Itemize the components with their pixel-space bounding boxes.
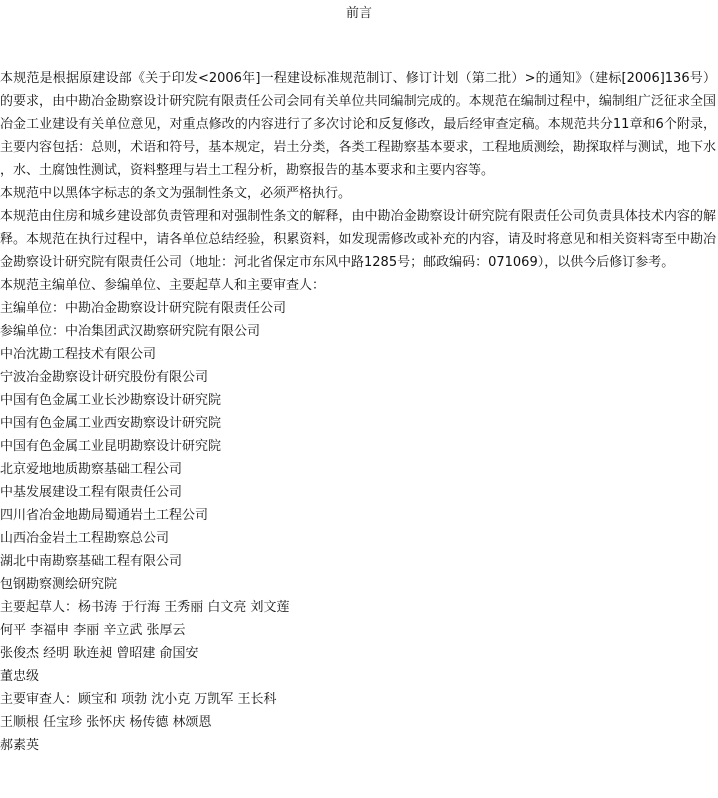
main-reviewers: 主要审查人：顾宝和 项勃 沈小克 万凯军 王长科	[0, 692, 277, 707]
participating-unit: 宁波冶金勘察设计研究股份有限公司	[0, 370, 209, 385]
participating-unit: 中国有色金属工业长沙勘察设计研究院	[0, 393, 222, 408]
main-reviewers: 王顺根 任宝珍 张怀庆 杨传德 林颂恩	[0, 715, 212, 730]
participating-unit: 中冶沈勘工程技术有限公司	[0, 347, 157, 362]
interpretation-paragraph: 本规范由住房和城乡建设部负责管理和对强制性条文的解释，由中勘冶金勘察设计研究院有限责任公司负责具体技术内容的解释。本规范在执行过程中，请各单位总结经验，积累资料，如发现需修改或补充的内容，请及时将意见和相关资料寄至中勘冶金勘察设计研究院有限责任公司（地址：河北省保定市东风中路1285号；邮政编码：071069），以供今后修订参考。	[0, 209, 716, 270]
participating-unit: 湖北中南勘察基础工程有限公司	[0, 554, 183, 569]
main-drafters: 张俊杰 经明 耿连昶 曾昭建 俞国安	[0, 646, 199, 661]
main-drafters: 主要起草人：杨书涛 于行海 王秀丽 白文亮 刘文莲	[0, 600, 290, 615]
mandatory-clause-paragraph: 本规范中以黑体字标志的条文为强制性条文，必须严格执行。	[0, 186, 352, 201]
participating-unit: 北京爱地地质勘察基础工程公司	[0, 462, 183, 477]
main-drafters: 何平 李福申 李丽 辛立武 张厚云	[0, 623, 186, 638]
participating-unit: 中基发展建设工程有限责任公司	[0, 485, 183, 500]
main-drafters: 董忠级	[0, 669, 40, 684]
intro-paragraph: 本规范是根据原建设部《关于印发<2006年]一程建设标准规范制订、修订计划（第二批）>的通知》（建标[2006]136号）的要求，由中勘冶金勘察设计研究院有限责任公司会同有关单位共同编制完成的。本规范在编制过程中，编制组广泛征求全国冶金工业建设有关单位意见，对重点修改的内容进行了多次讨论和反复修改，最后经审查定稿。本规范共分11章和6个附录，主要内容包括：总则，术语和符号，基本规定，岩土分类，各类工程勘察基本要求，工程地质测绘，勘探取样与测试，地下水，水、土腐蚀性测试，资料整理与岩土工程分析，勘察报告的基本要求和主要内容等。	[0, 71, 716, 178]
participating-unit: 包钢勘察测绘研究院	[0, 577, 118, 592]
chief-editor-unit: 主编单位：中勘冶金勘察设计研究院有限责任公司	[0, 301, 287, 316]
contributors-heading: 本规范主编单位、参编单位、主要起草人和主要审查人：	[0, 278, 326, 293]
page-title: 前言	[345, 6, 372, 21]
participating-unit: 参编单位：中冶集团武汉勘察研究院有限公司	[0, 324, 261, 339]
participating-unit: 中国有色金属工业昆明勘察设计研究院	[0, 439, 222, 454]
main-reviewers: 郝素英	[0, 738, 40, 753]
document-body	[0, 67, 716, 757]
participating-unit: 中国有色金属工业西安勘察设计研究院	[0, 416, 222, 431]
participating-unit: 山西冶金岩土工程勘察总公司	[0, 531, 170, 546]
participating-unit: 四川省冶金地勘局蜀通岩土工程公司	[0, 508, 209, 523]
